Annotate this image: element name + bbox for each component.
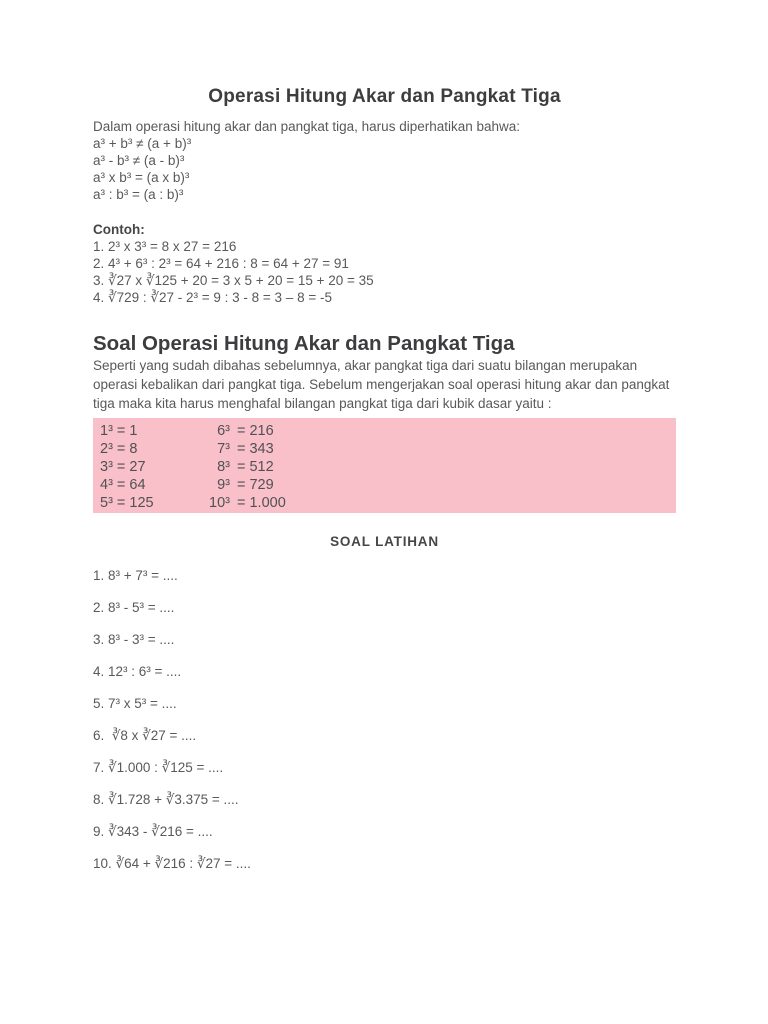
cube-cell: 10³ [209, 495, 230, 511]
cube-cell: 7³ [217, 441, 230, 457]
intro-section [93, 118, 676, 203]
cube-cell: = 1.000 [237, 495, 286, 511]
cube-cell: = 343 [237, 441, 274, 457]
cube-table-row [100, 494, 676, 512]
cube-table-row [100, 476, 676, 494]
formula-line: a³ : b³ = (a : b)³ [93, 187, 184, 202]
page-title: Operasi Hitung Akar dan Pangkat Tiga [208, 86, 561, 107]
formula-line: a³ x b³ = (a x b)³ [93, 170, 190, 185]
contoh-item: 4. ∛729 : ∛27 - 2³ = 9 : 3 - 8 = 3 – 8 = -5 [93, 290, 332, 305]
exercise-item: 9. ∛343 - ∛216 = .... [93, 824, 213, 839]
soal-section-paragraph: Seperti yang sudah dibahas sebelumnya, akar pangkat tiga dari suatu bilangan merupakan operasi kebalikan dari pangkat tiga. Sebelum mengerjakan soal operasi hitung akar dan pangkat tiga maka kita harus menghafal bilangan pangkat tiga dari kubik dasar yaitu : [93, 358, 670, 411]
exercise-list [93, 567, 676, 872]
contoh-section [93, 221, 676, 306]
cube-cell: 8³ [217, 459, 230, 475]
latihan-heading: SOAL LATIHAN [330, 534, 439, 549]
cube-table-row [100, 458, 676, 476]
contoh-item: 3. ∛27 x ∛125 + 20 = 3 x 5 + 20 = 15 + 20 = 35 [93, 273, 374, 288]
cube-cell: = 216 [237, 423, 274, 439]
cube-cell: 5³ = 125 [100, 495, 154, 511]
cube-cell: 9³ [217, 477, 230, 493]
cube-cell: 2³ = 8 [100, 441, 138, 457]
cube-cell: 4³ = 64 [100, 477, 146, 493]
cube-cell: 6³ [217, 423, 230, 439]
soal-section-heading: Soal Operasi Hitung Akar dan Pangkat Tiga [93, 332, 515, 355]
exercise-item: 1. 8³ + 7³ = .... [93, 568, 178, 583]
cube-table-highlight-box [93, 418, 676, 513]
exercise-item: 3. 8³ - 3³ = .... [93, 632, 175, 647]
cube-cell: 1³ = 1 [100, 423, 138, 439]
cube-table-row [100, 422, 676, 440]
exercise-item: 10. ∛64 + ∛216 : ∛27 = .... [93, 856, 251, 871]
cube-cell: 3³ = 27 [100, 459, 146, 475]
exercise-item: 6. ∛8 x ∛27 = .... [93, 728, 197, 743]
exercise-item: 2. 8³ - 5³ = .... [93, 600, 175, 615]
contoh-item: 1. 2³ x 3³ = 8 x 27 = 216 [93, 239, 237, 254]
contoh-item: 2. 4³ + 6³ : 2³ = 64 + 216 : 8 = 64 + 27 = 91 [93, 256, 349, 271]
contoh-label: Contoh: [93, 222, 145, 237]
intro-lead-text: Dalam operasi hitung akar dan pangkat tiga, harus diperhatikan bahwa: [93, 119, 521, 134]
exercise-item: 8. ∛1.728 + ∛3.375 = .... [93, 792, 239, 807]
formula-line: a³ + b³ ≠ (a + b)³ [93, 136, 192, 151]
formula-line: a³ - b³ ≠ (a - b)³ [93, 153, 185, 168]
cube-cell: = 512 [237, 459, 274, 475]
cube-table-row [100, 440, 676, 458]
exercise-item: 4. 12³ : 6³ = .... [93, 664, 182, 679]
exercise-item: 5. 7³ x 5³ = .... [93, 696, 177, 711]
cube-cell: = 729 [237, 477, 274, 493]
exercise-item: 7. ∛1.000 : ∛125 = .... [93, 760, 224, 775]
